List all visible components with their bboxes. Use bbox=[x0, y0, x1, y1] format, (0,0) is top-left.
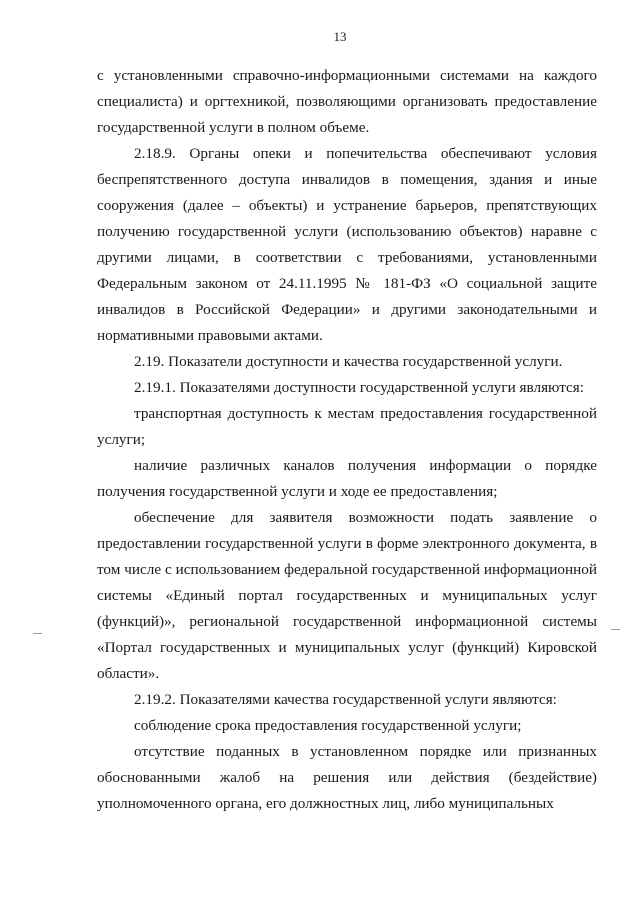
paragraph-transport-accessibility: транспортная доступность к местам предоставления государственной услуги; bbox=[97, 405, 597, 448]
paragraph-no-complaints: отсутствие поданных в установленном порядке или признанных обоснованными жалоб на решения или действия (бездействие) уполномоченного органа, его должностных лиц, либо муниципальных bbox=[97, 743, 597, 812]
scan-mark-right bbox=[611, 629, 620, 630]
paragraph-2-19: 2.19. Показатели доступности и качества государственной услуги. bbox=[134, 353, 563, 370]
paragraph-continuation: с установленными справочно-информационными системами на каждого специалиста) и оргтехникой, позволяющими организовать предоставление государственной услуги в полном объеме. bbox=[97, 67, 597, 136]
paragraph-electronic-application: обеспечение для заявителя возможности подать заявление о предоставлении государственной услуги в форме электронного документа, в том числе с использованием федеральной государственной информационной системы «Единый портал государственных и муниципальных услуг (функций)», региональной государственной информационной системы «Портал государственных и муниципальных услуг (функций) Кировской области». bbox=[97, 509, 597, 682]
document-body bbox=[97, 63, 597, 817]
paragraph-2-19-1: 2.19.1. Показателями доступности государственной услуги являются: bbox=[134, 379, 584, 396]
paragraph-2-19-2: 2.19.2. Показателями качества государственной услуги являются: bbox=[134, 691, 557, 708]
page-number: 13 bbox=[333, 29, 347, 44]
paragraph-deadline-compliance: соблюдение срока предоставления государственной услуги; bbox=[134, 717, 522, 734]
paragraph-information-channels: наличие различных каналов получения информации о порядке получения государственной услуги и ходе ее предоставления; bbox=[97, 457, 597, 500]
paragraph-2-18-9: 2.18.9. Органы опеки и попечительства обеспечивают условия беспрепятственного доступа инвалидов в помещения, здания и иные сооружения (далее – объекты) и устранение барьеров, препятствующих получению государственной услуги (использованию объектов) наравне с другими лицами, в соответствии с требованиями, установленными Федеральным законом от 24.11.1995 № 181-ФЗ «О социальной защите инвалидов в Российской Федерации» и другими законодательными и нормативными правовыми актами. bbox=[97, 145, 597, 344]
scan-mark-left bbox=[33, 633, 42, 634]
